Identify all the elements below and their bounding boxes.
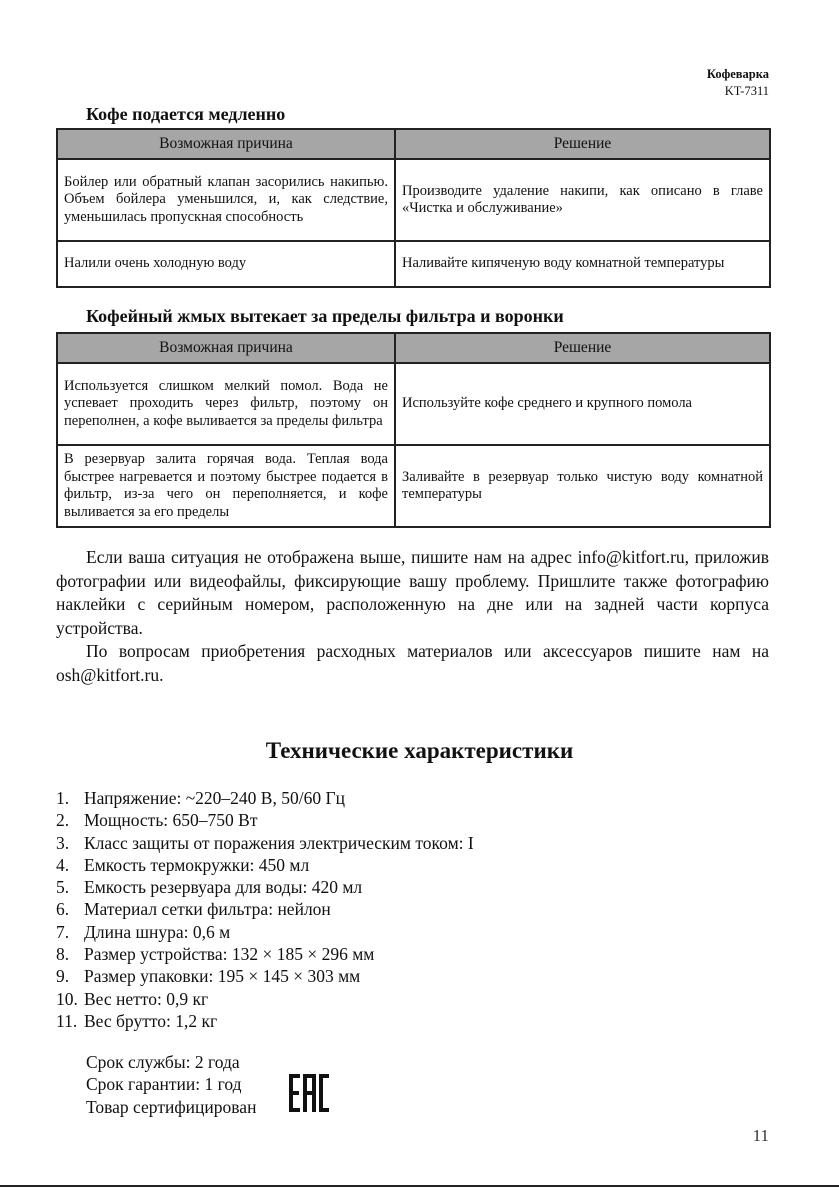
item-text: Материал сетки фильтра: нейлон — [84, 899, 331, 920]
list-item — [56, 809, 474, 831]
table-row — [57, 363, 770, 445]
solution-cell: Производите удаление накипи, как описано в главе «Чистка и обслуживание» — [395, 159, 770, 241]
list-item — [56, 965, 474, 987]
item-text: Длина шнура: 0,6 м — [84, 921, 231, 942]
list-item — [56, 988, 474, 1010]
tech-specs-list — [56, 787, 474, 1032]
item-number: 11. — [56, 1010, 78, 1031]
item-number: 3. — [56, 832, 70, 853]
column-header-cause: Возможная причина — [57, 333, 395, 363]
tech-specs-title: Технические характеристики — [265, 738, 574, 763]
contact-text — [56, 546, 769, 687]
cause-cell: В резервуар залита горячая вода. Теплая вода быстрее нагревается и поэтому быстрее подается в фильтр, из-за чего он переполняется, и кофе выливается за его пределы — [57, 445, 395, 527]
service-life: Срок службы: 2 года — [86, 1052, 240, 1072]
item-number: 2. — [56, 810, 70, 831]
list-item — [56, 876, 474, 898]
item-text: Мощность: 650–750 Вт — [84, 810, 258, 831]
item-number: 10. — [56, 988, 78, 1009]
section1-table — [56, 128, 771, 288]
list-item — [56, 898, 474, 920]
item-number: 8. — [56, 944, 70, 965]
certified-note: Товар сертифицирован — [86, 1096, 257, 1117]
list-item — [56, 832, 474, 854]
solution-cell: Заливайте в резервуар только чистую воду комнатной температуры — [395, 445, 770, 527]
column-header-solution: Решение — [395, 129, 770, 159]
bottom-rule — [0, 1185, 839, 1187]
section2-table — [56, 332, 771, 528]
header-product: Кофеварка — [706, 67, 769, 81]
list-item — [56, 943, 474, 965]
item-number: 9. — [56, 966, 70, 987]
header-model: KT-7311 — [724, 84, 769, 98]
list-item — [56, 854, 474, 876]
solution-cell: Наливайте кипяченую воду комнатной температуры — [395, 241, 770, 287]
running-header — [707, 66, 769, 100]
eac-mark-icon — [288, 1073, 330, 1113]
table-row — [57, 159, 770, 241]
item-text: Вес нетто: 0,9 кг — [84, 988, 209, 1009]
warranty-period: Срок гарантии: 1 год — [86, 1074, 242, 1095]
cause-cell: Используется слишком мелкий помол. Вода не успевает проходить через фильтр, поэтому он переполнен, а кофе выливается за пределы фильтра — [57, 363, 395, 445]
list-item — [56, 1010, 474, 1032]
contact-paragraph: Если ваша ситуация не отображена выше, пишите нам на адрес info@kitfort.ru, приложив фотографии или видеофайлы, фиксирующие вашу проблему. Пришлите также фотографию наклейки с серийным номером, расположенную на дне или на задней части корпуса устройства. — [56, 547, 769, 638]
item-text: Напряжение: ~220–240 В, 50/60 Гц — [84, 788, 345, 808]
item-text: Емкость термокружки: 450 мл — [84, 854, 310, 875]
section1-title: Кофе подается медленно — [86, 104, 286, 124]
table-row — [57, 445, 770, 527]
accessories-paragraph: По вопросам приобретения расходных материалов или аксессуаров пишите нам на osh@kitfort.ru. — [56, 641, 769, 685]
cause-cell: Бойлер или обратный клапан засорились накипью. Объем бойлера уменьшился, и, как следствие, уменьшилась пропускная способность — [57, 159, 395, 241]
item-text: Размер упаковки: 195 × 145 × 303 мм — [84, 966, 361, 987]
column-header-solution: Решение — [395, 333, 770, 363]
item-number: 1. — [56, 788, 70, 808]
item-number: 7. — [56, 921, 70, 942]
table-header-row — [57, 333, 770, 363]
solution-cell: Используйте кофе среднего и крупного помола — [395, 363, 770, 445]
column-header-cause: Возможная причина — [57, 129, 395, 159]
service-info — [86, 1051, 256, 1118]
item-number: 6. — [56, 899, 70, 920]
item-text: Размер устройства: 132 × 185 × 296 мм — [84, 944, 375, 965]
list-item — [56, 921, 474, 943]
item-text: Вес брутто: 1,2 кг — [84, 1010, 218, 1031]
cause-cell: Налили очень холодную воду — [57, 241, 395, 287]
section2-title: Кофейный жмых вытекает за пределы фильтра и воронки — [86, 306, 564, 326]
item-number: 4. — [56, 854, 70, 875]
table-header-row — [57, 129, 770, 159]
item-text: Емкость резервуара для воды: 420 мл — [84, 877, 363, 898]
list-item — [56, 787, 474, 809]
table-row — [57, 241, 770, 287]
item-number: 5. — [56, 877, 70, 898]
item-text: Класс защиты от поражения электрическим током: I — [84, 832, 474, 853]
page-number: 11 — [752, 1126, 769, 1145]
